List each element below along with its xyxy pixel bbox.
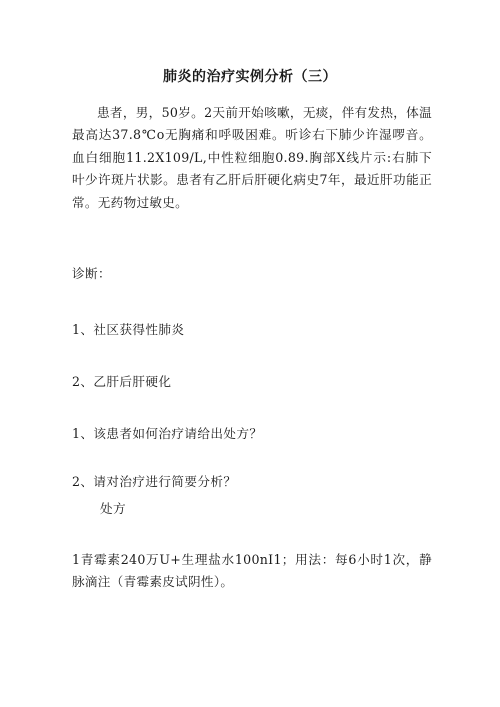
diagnosis-label: 诊断： — [72, 266, 111, 281]
case-description: 患者，男，50岁。2天前开始咳嗽，无痰，伴有发热，体温最高达37.8℃o无胸痛和呼吸困难。听诊右下肺少许湿啰音。血白细胞11.2X109/L,中性粒细胞0.89.胸部X线片示:右肺下叶少许斑片状影。患者有乙肝后肝硬化病史7年，最近肝功能正常。无药物过敏史。 — [72, 105, 432, 210]
question-item-2: 2、请对治疗进行简要分析？ — [72, 474, 237, 489]
prescription-label: 处方 — [100, 501, 126, 516]
diagnosis-item-2: 2、乙肝后肝硬化 — [72, 374, 172, 389]
prescription-text: 1青霉素240万U+生理盐水100nI1；用法：每6小时1次，静脉滴注（青霉素皮试阴性）。 — [72, 552, 432, 590]
question-item-1: 1、该患者如何治疗请给出处方？ — [72, 426, 263, 441]
document-title: 肺炎的治疗实例分析（三） — [163, 69, 337, 85]
diagnosis-item-1: 1、社区获得性肺炎 — [72, 322, 185, 337]
